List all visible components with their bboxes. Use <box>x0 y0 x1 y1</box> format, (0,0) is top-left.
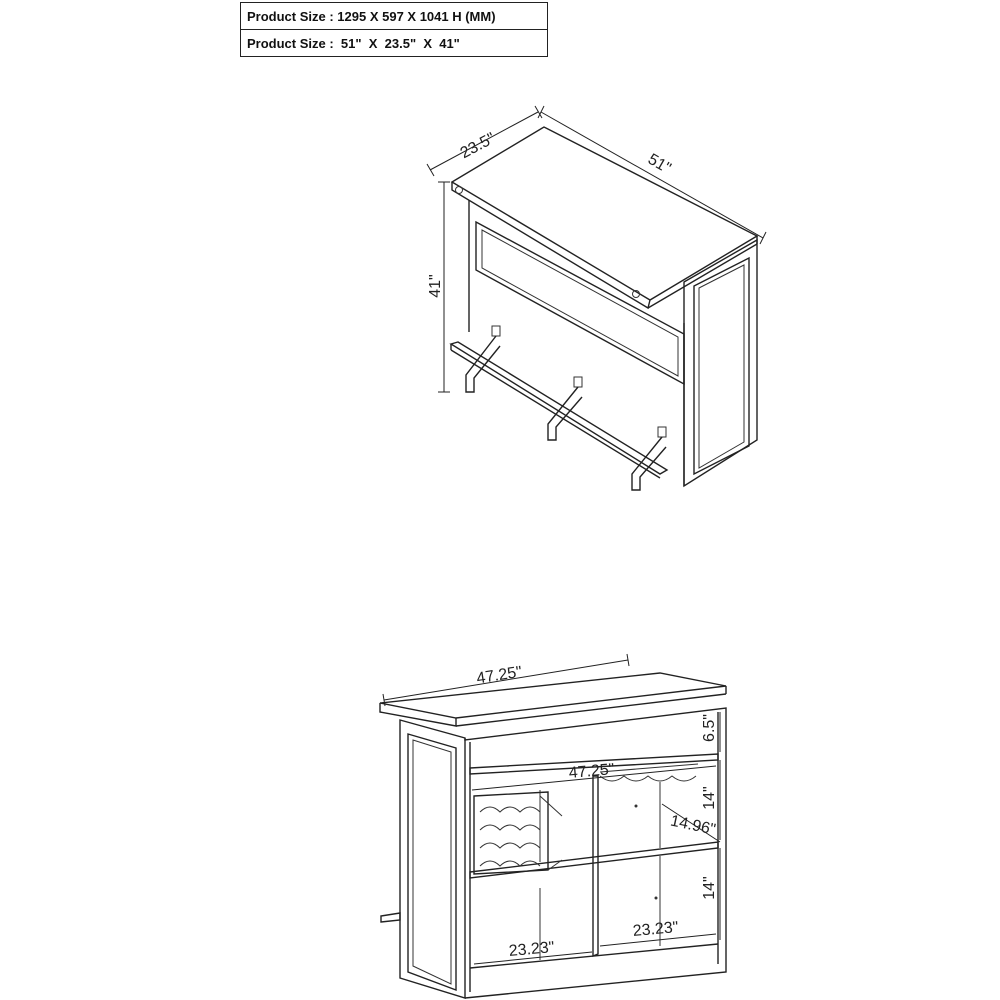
bar-top-surface <box>452 127 757 300</box>
interior-bar-view <box>380 654 726 998</box>
right-cubby-width-dimension: 23.23" <box>632 919 680 940</box>
top-gap-dimension: 6.5" <box>701 714 718 742</box>
spec-size-inch: Product Size : 51" X 23.5" X 41" <box>241 30 548 57</box>
exterior-bar-view <box>427 106 766 490</box>
interior-top-surface <box>380 673 726 718</box>
interior-divider <box>593 776 598 956</box>
exterior-height-dimension: 41" <box>427 274 444 298</box>
lower-height-dimension: 14" <box>701 876 718 900</box>
footrest-bracket <box>548 377 582 440</box>
interior-side-panel <box>400 720 465 998</box>
left-cubby-width-dimension: 23.23" <box>508 939 556 960</box>
front-recessed-panel <box>476 222 684 384</box>
depth-dimension: 14.96" <box>668 812 718 839</box>
exterior-depth-dimension: 23.5" <box>457 129 499 163</box>
shelf-width-dimension: 47.25" <box>568 761 616 782</box>
wine-bottle-rack <box>474 792 562 874</box>
exterior-width-dimension: 51" <box>644 150 674 178</box>
spec-size-mm: Product Size : 1295 X 597 X 1041 H (MM) <box>241 3 548 30</box>
footrest-bracket <box>466 326 500 392</box>
footrest-bar <box>451 342 667 474</box>
overall-width-dimension: 47.25" <box>475 663 524 688</box>
upper-height-dimension: 14" <box>701 786 718 810</box>
screw-dot <box>456 187 463 194</box>
